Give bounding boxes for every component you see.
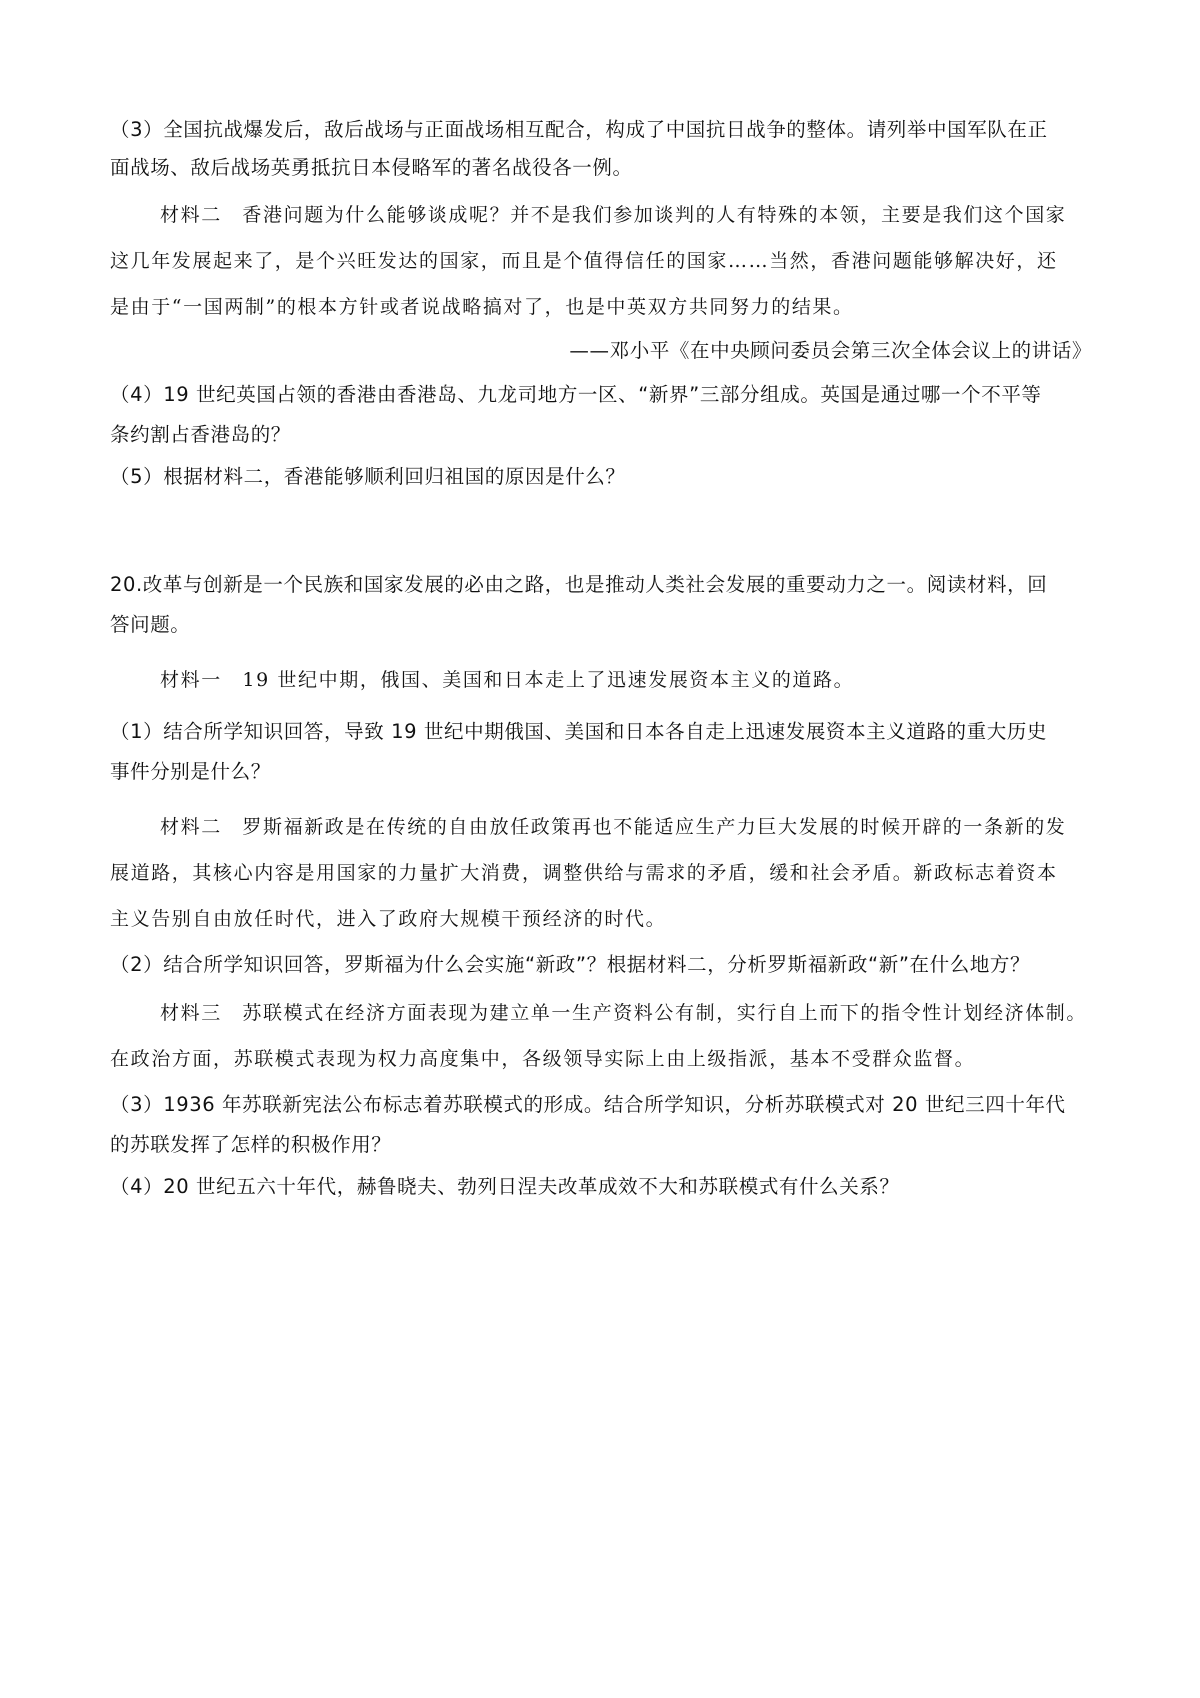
q20-part1-line1: （1）结合所学知识回答，导致 19 世纪中期俄国、美国和日本各自走上迅速发展资本主义道路的重大历史	[110, 720, 1048, 743]
q20-material2-line3: 主义告别自由放任时代，进入了政府大规模干预经济的时代。	[110, 908, 667, 930]
q20-stem-line2: 答问题。	[110, 613, 191, 636]
q20-material2-line2: 展道路，其核心内容是用国家的力量扩大消费，调整供给与需求的矛盾，缓和社会矛盾。新政标志着资本	[110, 862, 1058, 884]
q20-stem-line1: 20.改革与创新是一个民族和国家发展的必由之路，也是推动人类社会发展的重要动力之一。阅读材料，回	[110, 573, 1048, 596]
q19-material2-line1: 材料二 香港问题为什么能够谈成呢？并不是我们参加谈判的人有特殊的本领，主要是我们这个国家	[160, 204, 1067, 226]
q19-part4-line1: （4）19 世纪英国占领的香港由香港岛、九龙司地方一区、“新界”三部分组成。英国是通过哪一个不平等	[110, 383, 1042, 406]
q20-material3-line1: 材料三 苏联模式在经济方面表现为建立单一生产资料公有制，实行自上而下的指令性计划经济体制。	[160, 1002, 1088, 1024]
q19-part4-line2: 条约割占香港岛的？	[110, 423, 291, 446]
q20-material1: 材料一 19 世纪中期，俄国、美国和日本走上了迅速发展资本主义的道路。	[160, 669, 855, 691]
q19-material2-line3: 是由于“一国两制”的根本方针或者说战略搞对了，也是中英双方共同努力的结果。	[110, 296, 854, 318]
q19-part3-line2: 面战场、敌后战场英勇抵抗日本侵略军的著名战役各一例。	[110, 156, 633, 179]
q20-material3-line2: 在政治方面，苏联模式表现为权力高度集中，各级领导实际上由上级指派，基本不受群众监督。	[110, 1048, 976, 1070]
q19-part5: （5）根据材料二，香港能够顺利回归祖国的原因是什么？	[110, 465, 626, 488]
q19-material2-source: ——邓小平《在中央顾问委员会第三次全体会议上的讲话》	[569, 339, 1092, 362]
q20-part1-line2: 事件分别是什么？	[110, 760, 271, 783]
q20-part3-line2: 的苏联发挥了怎样的积极作用？	[110, 1133, 392, 1156]
q19-material2-line2: 这几年发展起来了，是个兴旺发达的国家，而且是个值得信任的国家……当然，香港问题能够解决好，还	[110, 250, 1058, 272]
q20-material2-line1: 材料二 罗斯福新政是在传统的自由放任政策再也不能适应生产力巨大发展的时候开辟的一条新的发	[160, 816, 1067, 838]
q20-part4: （4）20 世纪五六十年代，赫鲁晓夫、勃列日涅夫改革成效不大和苏联模式有什么关系？	[110, 1175, 900, 1198]
q19-part3-line1: （3）全国抗战爆发后，敌后战场与正面战场相互配合，构成了中国抗日战争的整体。请列举中国军队在正	[110, 118, 1048, 141]
q20-part2: （2）结合所学知识回答，罗斯福为什么会实施“新政”？根据材料二，分析罗斯福新政“新”在什么地方？	[110, 953, 1031, 976]
q20-part3-line1: （3）1936 年苏联新宪法公布标志着苏联模式的形成。结合所学知识，分析苏联模式对 20 世纪三四十年代	[110, 1093, 1066, 1116]
